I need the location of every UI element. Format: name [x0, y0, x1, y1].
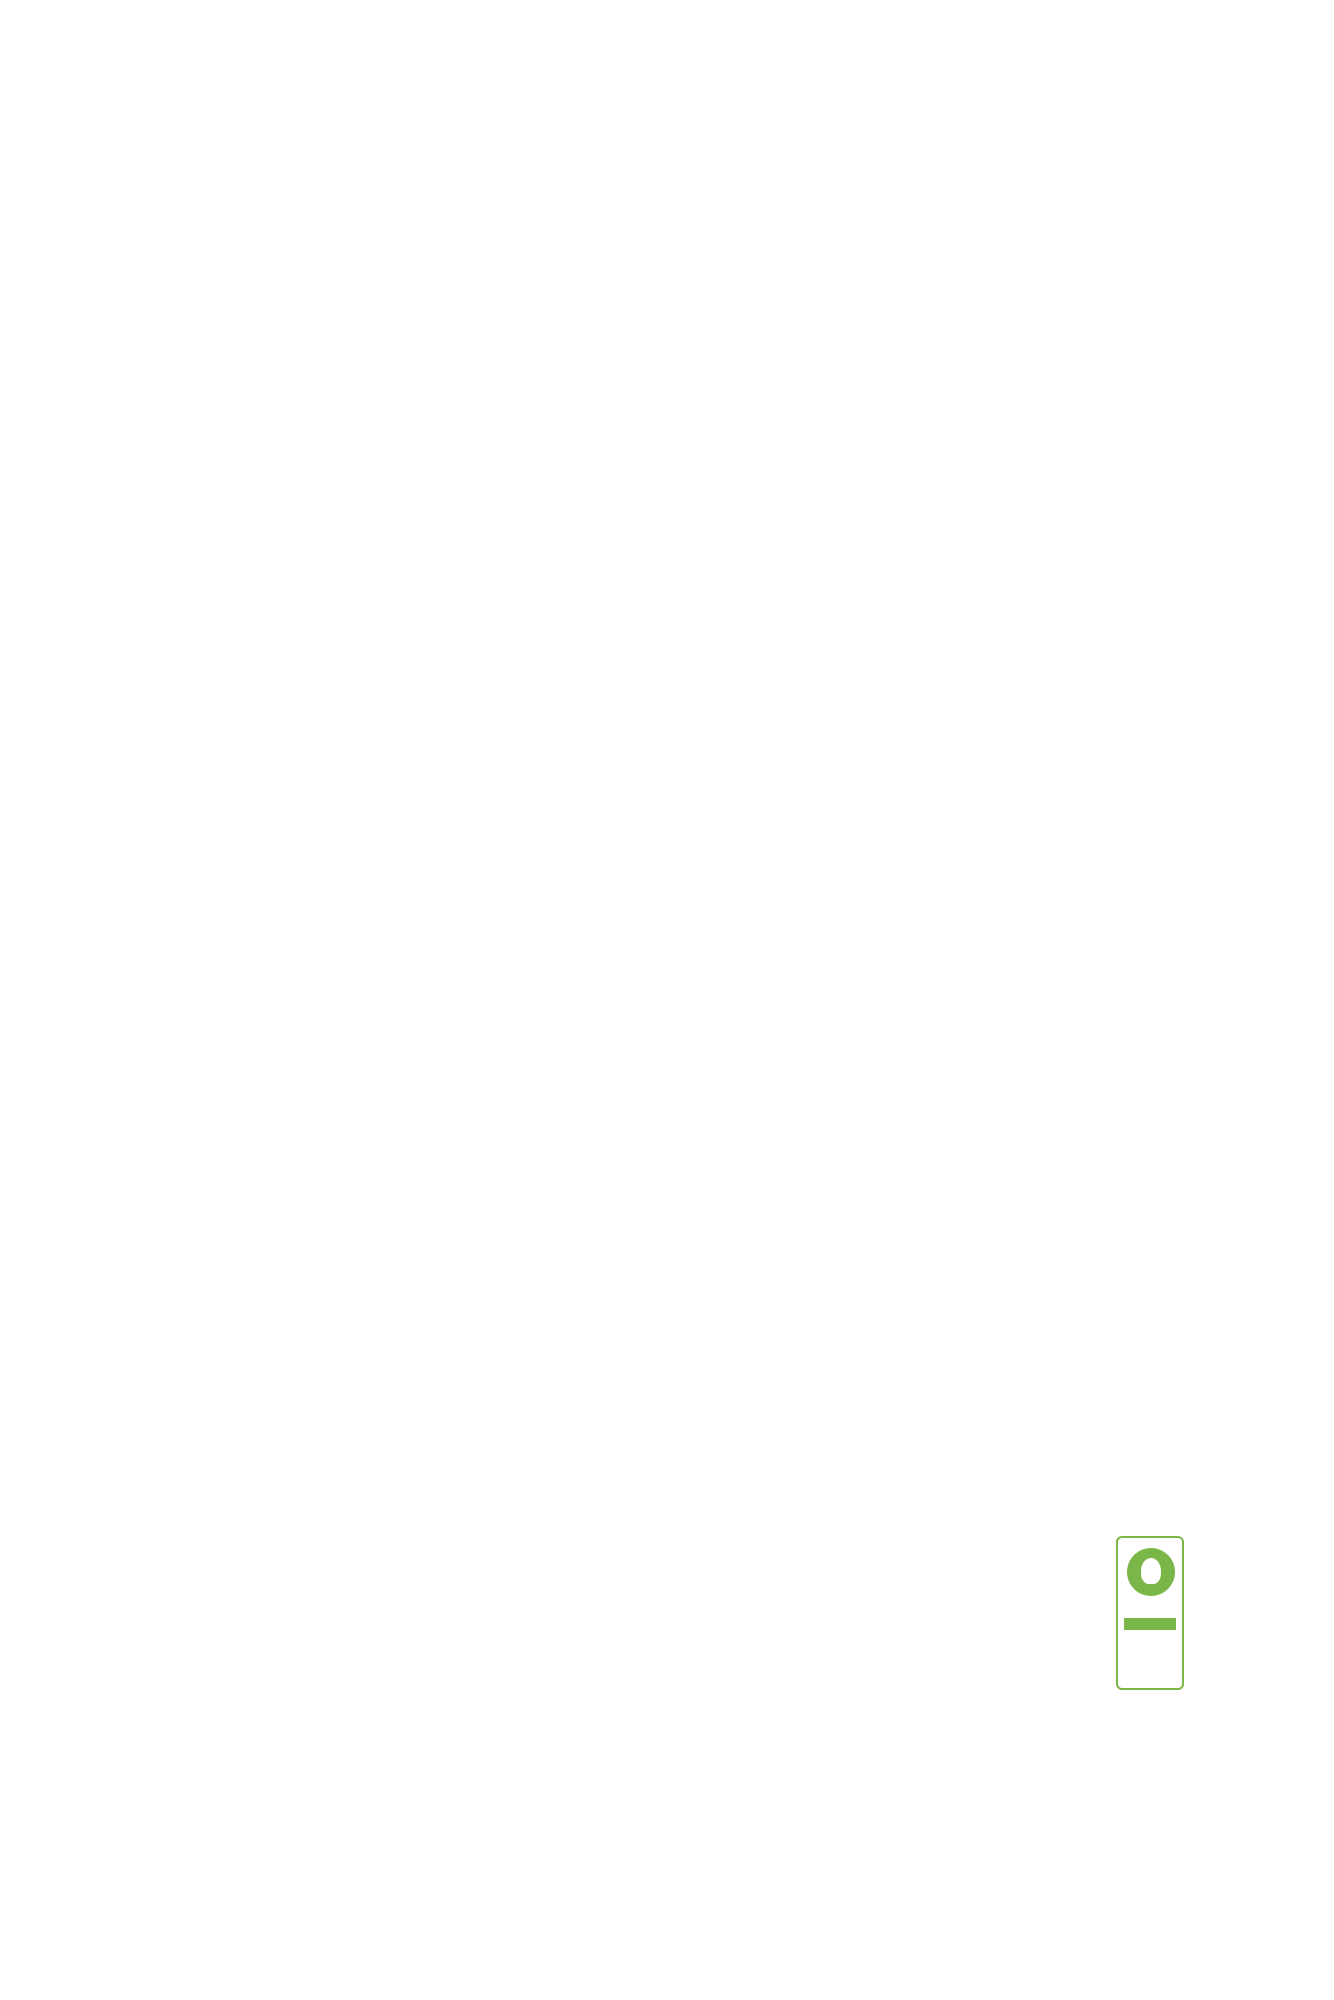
colophon	[688, 1480, 1108, 1530]
pefc-tree-icon	[1127, 1548, 1175, 1596]
credit-photo	[688, 1480, 1108, 1508]
pefc-logo	[1116, 1536, 1184, 1690]
pefc-code	[1124, 1618, 1176, 1630]
